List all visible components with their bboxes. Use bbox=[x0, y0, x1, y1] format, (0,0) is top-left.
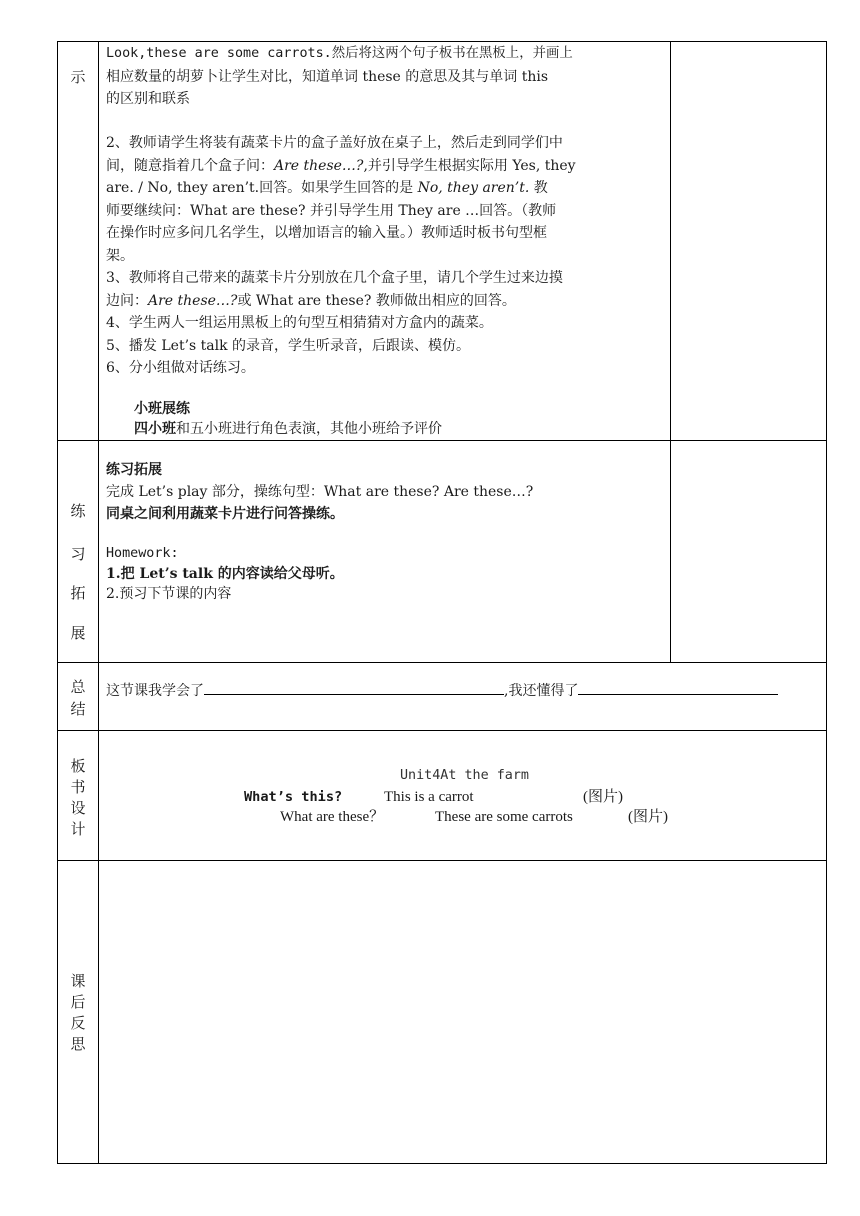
step2-c-post: 教 bbox=[529, 180, 548, 196]
step2-line-b bbox=[106, 155, 576, 178]
row2-label-4: 展 bbox=[70, 624, 86, 642]
board-title: Unit4At the farm bbox=[400, 768, 529, 783]
board-question-2: What are these？ bbox=[280, 809, 385, 825]
row5-label-3: 反 bbox=[70, 1014, 86, 1032]
row5-label-1: 课 bbox=[70, 972, 86, 990]
summary-blank-1 bbox=[204, 679, 504, 695]
row5-label-4: 思 bbox=[70, 1035, 86, 1053]
step3-line-b bbox=[106, 290, 576, 313]
step3-line-a: 3、教师将自己带来的蔬菜卡片分别放在几个盒子里，请几个学生过来边摸 bbox=[106, 270, 563, 286]
table-top-border bbox=[57, 41, 827, 42]
step2-line-f: 架。 bbox=[106, 247, 134, 264]
homework-title: Homework: bbox=[106, 546, 179, 561]
practice-line-1: 完成 Let’s play 部分，操练句型：What are these? Are these…? bbox=[106, 484, 534, 500]
summary-text-2: ,我还懂得了 bbox=[504, 683, 579, 699]
step2-line-e: 在操作时应多问几名学生，以增加语言的输入量。）教师适时板书句型框 bbox=[106, 225, 547, 241]
step2-c-italic: No, they aren’t. bbox=[417, 180, 530, 196]
step2-line-c bbox=[106, 177, 576, 200]
homework-item-1: 1.把 Let’s talk 的内容读给父母听。 bbox=[106, 566, 344, 582]
row5-label-2: 后 bbox=[70, 993, 86, 1011]
group-line bbox=[134, 418, 442, 440]
row3-label-2: 结 bbox=[70, 700, 86, 718]
row-divider-2 bbox=[57, 662, 827, 663]
step2-line-a: 2、教师请学生将装有蔬菜卡片的盒子盖好放在桌子上，然后走到同学们中 bbox=[106, 135, 563, 151]
row3-label-1: 总 bbox=[70, 678, 86, 696]
summary-line bbox=[106, 679, 778, 702]
row1-steps bbox=[106, 132, 576, 380]
step3-b-pre: 边问： bbox=[106, 292, 148, 309]
practice-heading: 练习拓展 bbox=[106, 462, 162, 478]
step3-b-post: 或 What are these? 教师做出相应的回答。 bbox=[237, 292, 516, 309]
table-bottom-border bbox=[57, 1163, 827, 1164]
step2-b-pre: 间，随意指着几个盒子问： bbox=[106, 157, 274, 174]
row-divider-4 bbox=[57, 860, 827, 861]
homework-item-2: 2.预习下节课的内容 bbox=[106, 586, 232, 602]
summary-text-1: 这节课我学会了 bbox=[106, 683, 204, 699]
notes-column-divider bbox=[670, 41, 671, 663]
group-heading: 小班展练 bbox=[134, 401, 190, 417]
group-rest: 和五小班进行角色表演，其他小班给予评价 bbox=[176, 421, 442, 437]
step2-line-d: 师要继续问：What are these? 并引导学生用 They are …回答。（教师 bbox=[106, 202, 557, 219]
practice-line-2: 同桌之间利用蔬菜卡片进行问答操练。 bbox=[106, 506, 344, 522]
board-answer-2: These are some carrots bbox=[435, 809, 573, 825]
group-bold: 四小班 bbox=[134, 421, 176, 437]
row2-label-1: 练 bbox=[70, 502, 86, 520]
row2-label-2: 习 bbox=[70, 545, 86, 563]
step3-b-italic: Are these…? bbox=[148, 292, 238, 309]
board-answer-1: This is a carrot bbox=[384, 789, 474, 805]
board-picture-1: (图片) bbox=[583, 789, 623, 805]
step4-line: 4、学生两人一组运用黑板上的句型互相猜猜对方盒内的蔬菜。 bbox=[106, 315, 493, 331]
row1-line-1: Look,these are some carrots.然后将这两个句子板书在黑板上，并画上 bbox=[106, 46, 573, 61]
step6-line: 6、分小组做对话练习。 bbox=[106, 360, 255, 376]
row1-line-2: 相应数量的胡萝卜让学生对比，知道单词 these 的意思及其与单词 this bbox=[106, 68, 549, 85]
row4-label-1: 板 bbox=[70, 757, 86, 775]
row4-label-3: 设 bbox=[70, 799, 86, 817]
step5-line: 5、播发 Let’s talk 的录音，学生听录音，后跟读、模仿。 bbox=[106, 337, 471, 354]
row-divider-1 bbox=[57, 440, 827, 441]
step2-c-pre: are. / No, they aren’t.回答。如果学生回答的是 bbox=[106, 180, 418, 196]
row1-label: 示 bbox=[70, 68, 86, 86]
step2-b-post: ,并引导学生根据实际用 Yes, they bbox=[363, 157, 576, 174]
row1-line-3: 的区别和联系 bbox=[106, 91, 190, 107]
summary-blank-2 bbox=[578, 679, 778, 695]
row-divider-3 bbox=[57, 730, 827, 731]
label-column-divider bbox=[98, 41, 99, 1164]
table-right-border bbox=[826, 41, 827, 1164]
row1-intro-paragraph bbox=[106, 43, 573, 111]
board-question-1: What’s this? bbox=[244, 789, 343, 805]
row2-label-3: 拓 bbox=[70, 584, 86, 602]
row4-label-2: 书 bbox=[70, 778, 86, 796]
row4-label-4: 计 bbox=[70, 820, 86, 838]
step2-b-italic: Are these…? bbox=[274, 157, 364, 174]
board-picture-2: (图片) bbox=[628, 809, 668, 825]
